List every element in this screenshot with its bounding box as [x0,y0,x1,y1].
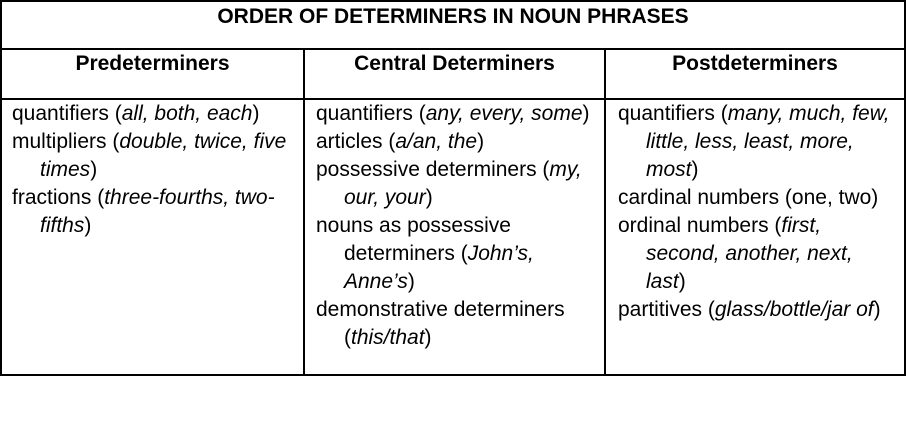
list-item: possessive determiners (my, our, your) [316,158,582,209]
column-header: Predeterminers [75,52,230,75]
header-cell-central-determiners [303,49,604,98]
item-list [606,100,904,324]
list-item: quantifiers (many, much, few, little, less, least, more, most) [618,102,890,181]
list-item: demonstrative determiners (this/that) [316,298,565,349]
list-item: partitives (glass/bottle/jar of) [618,298,881,321]
list-item: ordinal numbers (first, second, another, next, last) [618,214,853,293]
body-cell-predeterminers [2,100,303,376]
list-item: multipliers (double, twice, five times) [12,130,287,181]
column-header: Central Determiners [354,52,555,75]
table-title: ORDER OF DETERMINERS IN NOUN PHRASES [217,5,689,28]
body-cell-postdeterminers [604,100,904,376]
header-row [2,49,904,100]
list-item: fractions (three-fourths, two-fifths) [12,186,275,237]
list-item: quantifiers (all, both, each) [12,102,260,125]
body-cell-central-determiners [303,100,604,376]
list-item: nouns as possessive determiners (John’s, Anne’s) [316,214,534,293]
list-item: cardinal numbers (one, two) [618,186,879,209]
list-item: quantifiers (any, every, some) [316,102,590,125]
title-row [2,2,904,50]
column-header: Postdeterminers [672,52,838,75]
header-cell-postdeterminers [604,49,904,98]
header-cell-predeterminers [2,49,303,98]
item-list [305,100,604,352]
item-list [2,100,303,240]
list-item: articles (a/an, the) [316,130,485,153]
body-row [2,100,904,376]
